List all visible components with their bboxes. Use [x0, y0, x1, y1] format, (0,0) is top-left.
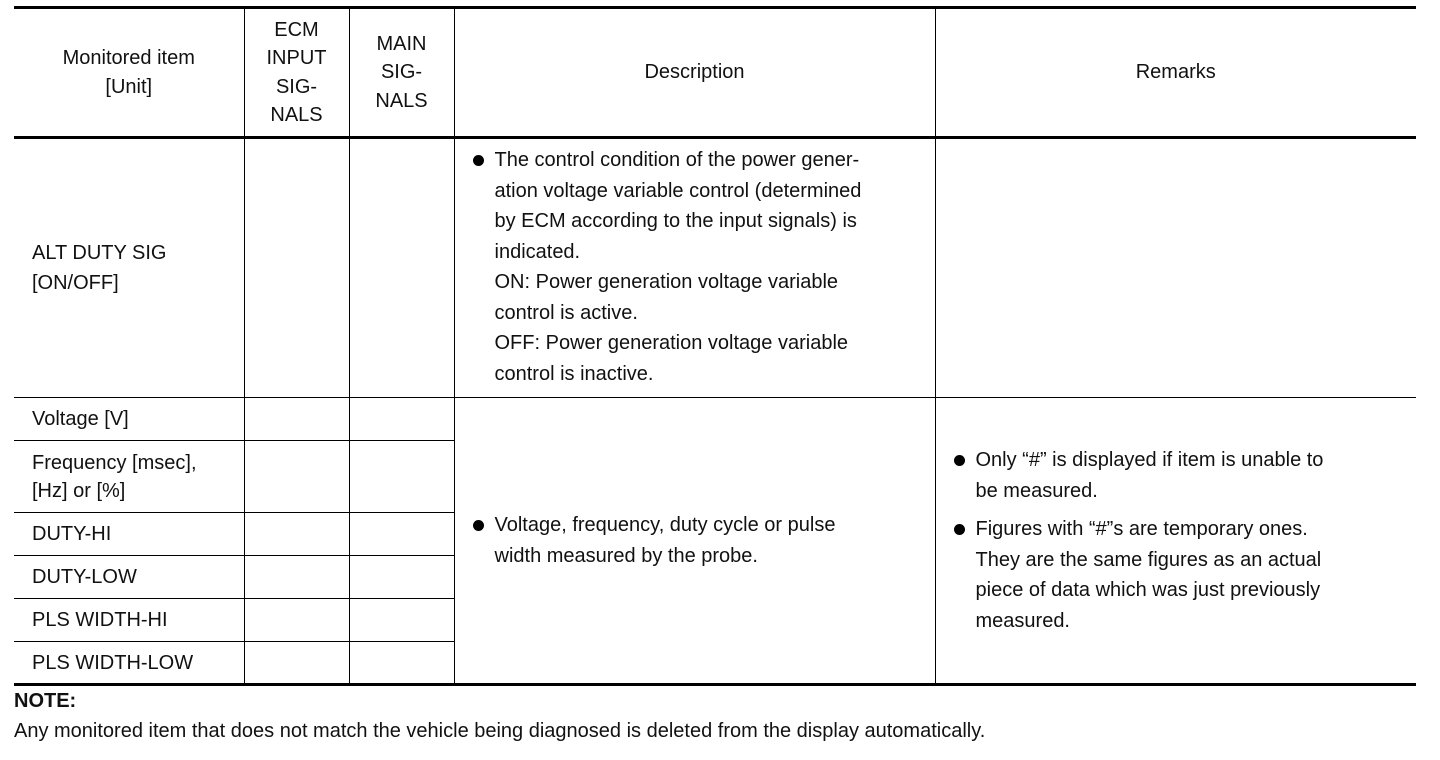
header-main-signals: MAIN SIG- NALS: [349, 8, 454, 138]
cell-ecm-input: [244, 599, 349, 642]
cell-ecm-input: [244, 513, 349, 556]
monitor-item-table: [14, 6, 1416, 686]
table-row-alt-duty-sig: [14, 138, 1416, 398]
table-row-voltage: [14, 398, 1416, 441]
description-alt-duty-sig: [454, 138, 935, 398]
note-title: NOTE:: [14, 690, 77, 712]
note-text: Any monitored item that does not match the vehicle being diagnosed is deleted from the display automatically.: [14, 720, 986, 742]
remark-bullet: Only “#” is displayed if item is unable to be measured.: [952, 445, 1397, 506]
cell-ecm-input-alt: [244, 138, 349, 398]
cell-main: [349, 398, 454, 441]
cell-main: [349, 556, 454, 599]
description-bullet: The control condition of the power gener- ation voltage variable control (determined by ECM according to the input signals) is indicated. ON: Power generation voltage variable control is active. OFF: Power generation voltage variable control is inactive.: [471, 145, 921, 389]
item-voltage: Voltage [V]: [14, 398, 244, 441]
header-description: Description: [454, 8, 935, 138]
item-alt-duty-sig: ALT DUTY SIG [ON/OFF]: [14, 138, 244, 398]
header-remarks: Remarks: [935, 8, 1416, 138]
cell-ecm-input: [244, 642, 349, 685]
item-duty-low: DUTY-LOW: [14, 556, 244, 599]
item-duty-hi: DUTY-HI: [14, 513, 244, 556]
cell-main: [349, 513, 454, 556]
cell-main: [349, 599, 454, 642]
cell-ecm-input: [244, 441, 349, 513]
cell-main: [349, 642, 454, 685]
cell-main-alt: [349, 138, 454, 398]
table-header-row: [14, 8, 1416, 138]
item-frequency: Frequency [msec], [Hz] or [%]: [14, 441, 244, 513]
cell-main: [349, 441, 454, 513]
remarks-alt-duty-sig: [935, 138, 1416, 398]
description-probe-measurement: [454, 398, 935, 685]
description-bullet: Voltage, frequency, duty cycle or pulse width measured by the probe.: [471, 510, 921, 571]
header-ecm-input-signals: ECM INPUT SIG- NALS: [244, 8, 349, 138]
cell-ecm-input: [244, 398, 349, 441]
remarks-probe-measurement: [935, 398, 1416, 685]
remark-bullet: Figures with “#”s are temporary ones. They are the same figures as an actual piece of data which was just previously measured.: [952, 514, 1397, 636]
cell-ecm-input: [244, 556, 349, 599]
item-pls-width-low: PLS WIDTH-LOW: [14, 642, 244, 685]
header-monitored-item: Monitored item [Unit]: [14, 8, 244, 138]
item-pls-width-hi: PLS WIDTH-HI: [14, 599, 244, 642]
